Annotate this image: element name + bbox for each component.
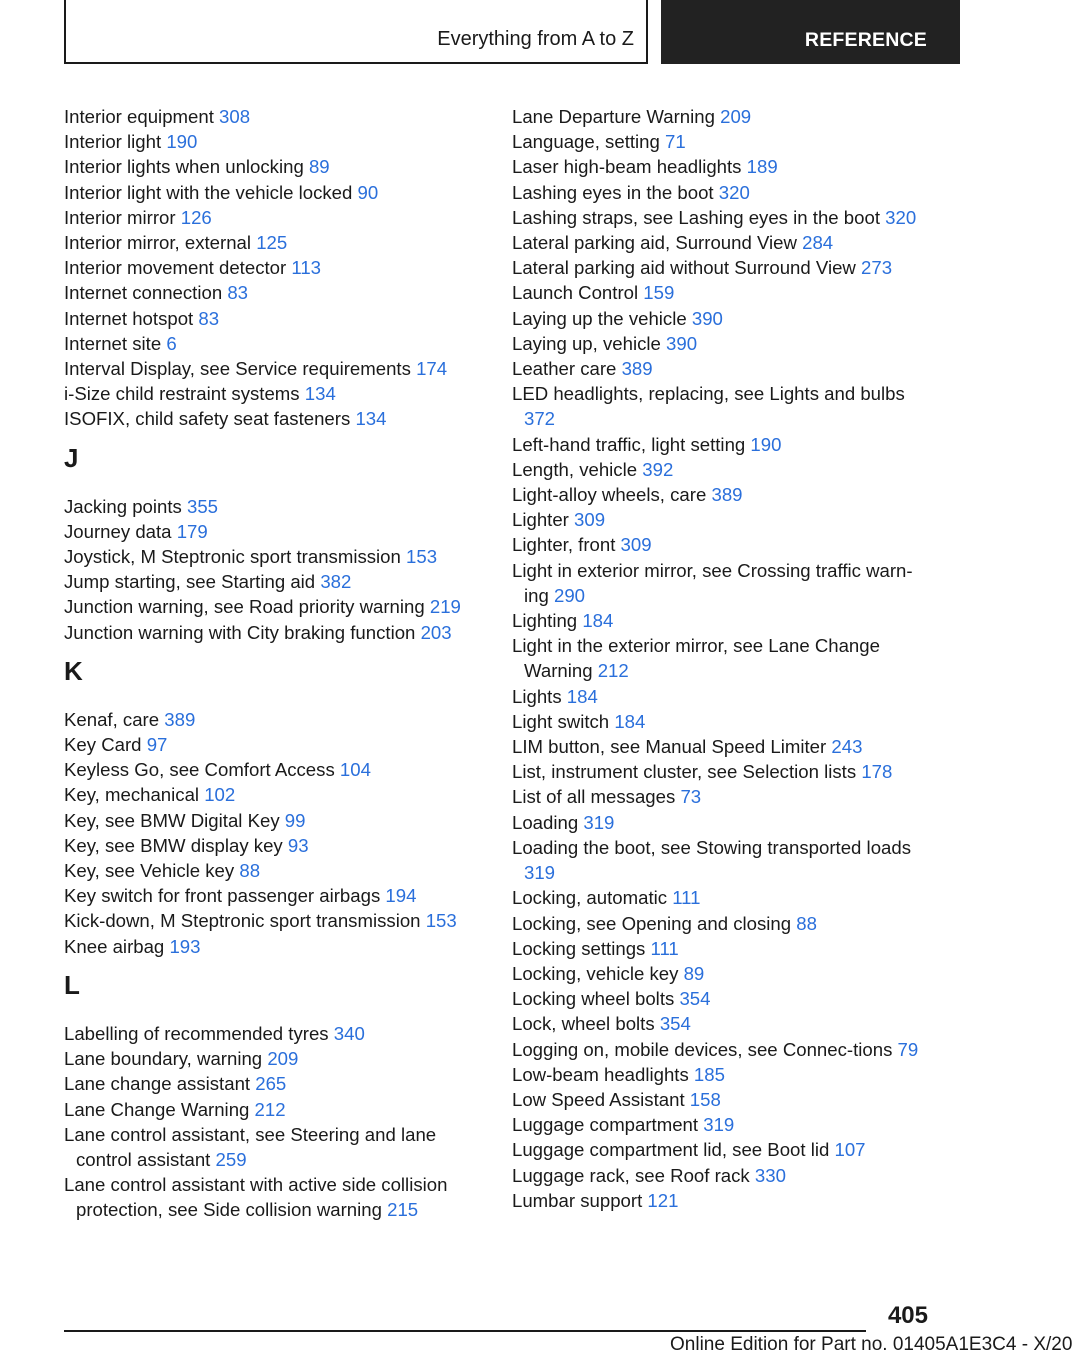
index-page-link[interactable]: 174 [416, 358, 448, 380]
index-entry [64, 154, 484, 179]
index-page-link[interactable]: 193 [169, 935, 201, 957]
index-page-link[interactable]: 190 [750, 433, 782, 455]
index-entry-term: Lane control assistant with active side collision protection, see Side collision warning [64, 1174, 448, 1221]
index-entry-term: LIM button, see Manual Speed Limiter [512, 736, 827, 758]
index-entry [512, 1037, 932, 1062]
index-entry-term: Kenaf, care [64, 708, 160, 730]
index-page-link[interactable]: 111 [672, 887, 701, 909]
index-page-link[interactable]: 6 [166, 332, 177, 354]
index-entry-term: Key, see BMW display key [64, 834, 283, 856]
index-entry-term: Lane control assistant, see Steering and lane control assistant [64, 1123, 437, 1170]
index-page-link[interactable]: 284 [802, 232, 834, 254]
index-page-link[interactable]: 178 [861, 761, 893, 783]
index-entry [64, 255, 484, 280]
index-page-link[interactable]: 372 [524, 408, 556, 430]
index-page-link[interactable]: 134 [355, 408, 387, 430]
index-page-link[interactable]: 389 [711, 484, 743, 506]
index-page-link[interactable]: 88 [239, 860, 261, 882]
index-entry [512, 230, 932, 255]
index-entry-term: Jacking points [64, 495, 182, 517]
index-page-link[interactable]: 215 [387, 1199, 419, 1221]
index-entry-term: Journey data [64, 520, 172, 542]
index-entry-term: Lane change assistant [64, 1073, 251, 1095]
index-entry [512, 1011, 932, 1036]
index-page-link[interactable]: 153 [425, 910, 457, 932]
index-entry-term: Labelling of recommended tyres [64, 1022, 329, 1044]
index-entry-term: Luggage rack, see Roof rack [512, 1164, 750, 1186]
index-letter-heading: J [64, 442, 79, 473]
index-page-link[interactable]: 243 [831, 736, 863, 758]
index-entry [64, 908, 484, 933]
index-entry [64, 544, 484, 569]
index-entry-term: List of all messages [512, 786, 676, 808]
index-entry [512, 180, 932, 205]
index-page-link[interactable]: 203 [420, 621, 452, 643]
index-entry-term: Lashing straps, see Lashing eyes in the boot [512, 206, 880, 228]
index-page-link[interactable]: 113 [291, 257, 322, 279]
index-entry-term: Key, see Vehicle key [64, 860, 235, 882]
index-page-link[interactable]: 212 [597, 660, 629, 682]
index-entry-term: Locking wheel bolts [512, 988, 675, 1010]
index-page-link[interactable]: 209 [267, 1048, 299, 1070]
index-entry-term: ISOFIX, child safety seat fasteners [64, 408, 351, 430]
index-page-link[interactable]: 389 [164, 708, 196, 730]
index-entry [64, 280, 484, 305]
index-page-link[interactable]: 121 [647, 1189, 679, 1211]
index-page-link[interactable]: 319 [703, 1114, 735, 1136]
header-section-box [64, 0, 648, 64]
index-page-link[interactable]: 194 [385, 885, 417, 907]
index-entry [512, 684, 932, 709]
index-entry-term: Lock, wheel bolts [512, 1013, 655, 1035]
index-entry-term: Low Speed Assistant [512, 1088, 685, 1110]
index-entry [512, 709, 932, 734]
index-page-link[interactable]: 189 [746, 156, 778, 178]
index-page-link[interactable]: 88 [796, 912, 817, 934]
index-entry [64, 406, 484, 431]
index-entry [512, 759, 932, 784]
header-section-title: Everything from A to Z [437, 28, 634, 50]
index-entry [64, 569, 484, 594]
index-entry [64, 356, 484, 381]
index-entry-term: LED headlights, replacing, see Lights and bulbs [512, 383, 905, 405]
index-entry-term: Light-alloy wheels, care [512, 484, 707, 506]
index-page-link[interactable]: 99 [284, 809, 306, 831]
index-entry-term: Jump starting, see Starting aid [64, 571, 316, 593]
page-number: 405 [887, 1302, 928, 1329]
index-entry-term: Locking, see Opening and closing [512, 912, 792, 934]
index-entry-term: Junction warning, see Road priority warning [64, 596, 425, 618]
footer-edition: Online Edition for Part no. 01405A1E3C4 - X/20 [670, 1334, 1072, 1355]
index-page-link[interactable]: 90 [357, 181, 379, 203]
index-entry [64, 858, 484, 883]
index-column-left [64, 104, 484, 1223]
index-entry-term: Knee airbag [64, 935, 165, 957]
index-entry [512, 633, 932, 683]
index-entry [512, 306, 932, 331]
index-entry [64, 757, 484, 782]
index-entry [512, 104, 932, 129]
index-page-link[interactable]: 102 [204, 784, 236, 806]
index-entry-term: Low-beam headlights [512, 1063, 689, 1085]
index-entry [512, 381, 932, 431]
index-page-link[interactable]: 209 [720, 106, 752, 127]
index-entry [512, 734, 932, 759]
index-page-link[interactable]: 212 [254, 1098, 286, 1120]
index-entry [64, 620, 484, 645]
index-page-link[interactable]: 159 [643, 282, 675, 304]
index-entry [64, 331, 484, 356]
footer-rule [64, 1330, 866, 1332]
index-page-link[interactable]: 111 [650, 937, 679, 959]
index-page-link[interactable]: 354 [659, 1013, 691, 1035]
index-page-link[interactable]: 389 [621, 358, 653, 380]
index-entry-term: Laser high-beam headlights [512, 156, 742, 178]
index-entry [64, 104, 484, 129]
index-entry [64, 707, 484, 732]
index-page-link[interactable]: 190 [166, 131, 198, 153]
index-entry [512, 532, 932, 557]
index-page-link[interactable]: 158 [689, 1088, 721, 1110]
index-entry [64, 732, 484, 757]
index-entry-term: Locking, automatic [512, 887, 668, 909]
index-entry [512, 1112, 932, 1137]
index-entry-term: Lateral parking aid, Surround View [512, 232, 797, 254]
index-page-link[interactable]: 320 [718, 181, 750, 203]
index-letter-heading: K [64, 655, 83, 686]
index-page-link[interactable]: 273 [861, 257, 893, 279]
index-entry [64, 205, 484, 230]
index-page-link[interactable]: 126 [180, 206, 212, 228]
index-entry [512, 482, 932, 507]
index-entry [512, 810, 932, 835]
index-entry-term: Lane Change Warning [64, 1098, 250, 1120]
index-entry-term: Interior lights when unlocking [64, 156, 304, 178]
index-entry-term: Interior equipment [64, 106, 214, 127]
index-entry-term: Laying up the vehicle [512, 307, 687, 329]
index-entry-term: Key, see BMW Digital Key [64, 809, 280, 831]
index-entry-term: Interior light [64, 131, 162, 153]
index-entry [64, 833, 484, 858]
index-entry [512, 936, 932, 961]
index-entry-term: Lighter [512, 509, 569, 531]
index-entry [512, 608, 932, 633]
index-entry-term: Luggage compartment [512, 1114, 699, 1136]
index-page-link[interactable]: 83 [198, 307, 220, 329]
index-entry-term: Joystick, M Steptronic sport transmission [64, 546, 401, 568]
index-entry-term: Interval Display, see Service requirements [64, 358, 411, 380]
index-entry [512, 558, 932, 608]
index-entry-term: Interior mirror, external [64, 232, 252, 254]
index-page-link[interactable]: 184 [614, 710, 646, 732]
index-page-link[interactable]: 319 [524, 862, 556, 884]
index-entry-term: Leather care [512, 358, 617, 380]
index-entry-term: Key Card [64, 734, 142, 756]
index-page-link[interactable]: 153 [406, 546, 438, 568]
index-page-link[interactable]: 392 [642, 458, 674, 480]
index-page-link[interactable]: 290 [554, 584, 586, 606]
index-entry-term: Interior light with the vehicle locked [64, 181, 353, 203]
index-entry-term: Keyless Go, see Comfort Access [64, 759, 335, 781]
index-entry [512, 457, 932, 482]
index-entry-term: Interior mirror [64, 206, 176, 228]
index-entry [512, 835, 932, 885]
index-entry-term: Junction warning with City braking function [64, 621, 416, 643]
index-entry-term: Language, setting [512, 131, 660, 153]
index-entry [512, 432, 932, 457]
index-entry-term: Locking, vehicle key [512, 962, 679, 984]
index-entry [512, 961, 932, 986]
index-entry-term: Luggage compartment lid, see Boot lid [512, 1139, 830, 1161]
index-entry [512, 205, 932, 230]
index-entry [64, 1021, 484, 1046]
index-entry [512, 885, 932, 910]
index-page-link[interactable]: 340 [333, 1022, 365, 1044]
index-entry-term: Interior movement detector [64, 257, 287, 279]
index-page-link[interactable]: 83 [227, 282, 249, 304]
index-entry [512, 507, 932, 532]
index-entry [512, 1188, 932, 1213]
index-entry-term: Loading the boot, see Stowing transported loads [512, 836, 912, 858]
index-entry-term: Length, vehicle [512, 458, 638, 480]
index-page-link[interactable]: 309 [620, 534, 652, 556]
index-entry [512, 331, 932, 356]
index-entry-term: Lumbar support [512, 1189, 643, 1211]
index-page-link[interactable]: 134 [304, 383, 336, 405]
index-page-link[interactable]: 107 [834, 1139, 866, 1161]
index-entry [64, 594, 484, 619]
index-page-link[interactable]: 390 [666, 332, 698, 354]
index-entry-term: Loading [512, 811, 579, 833]
index-entry [64, 494, 484, 519]
index-page-link[interactable]: 354 [679, 988, 711, 1010]
index-entry [64, 1122, 484, 1172]
index-entry [64, 381, 484, 406]
index-page-link[interactable]: 71 [665, 131, 686, 153]
index-page-link[interactable]: 219 [429, 596, 461, 618]
index-page-link[interactable]: 73 [680, 786, 702, 808]
index-entry [64, 782, 484, 807]
index-page-link[interactable]: 93 [287, 834, 309, 856]
index-entry [64, 1071, 484, 1096]
index-page-link[interactable]: 330 [754, 1164, 786, 1186]
index-entry-term: Laying up, vehicle [512, 332, 661, 354]
index-entry [64, 808, 484, 833]
index-entry-term: Internet connection [64, 282, 223, 304]
index-entry-term: Logging on, mobile devices, see Connec-tions [512, 1038, 893, 1060]
index-entry [64, 129, 484, 154]
index-entry-term: List, instrument cluster, see Selection lists [512, 761, 857, 783]
index-page-link[interactable]: 104 [339, 759, 371, 781]
index-entry [512, 986, 932, 1011]
index-entry-term: Locking settings [512, 937, 646, 959]
index-entry-term: Key, mechanical [64, 784, 200, 806]
index-letter-heading: L [64, 969, 80, 1000]
index-entry [512, 1087, 932, 1112]
index-page-link[interactable]: 89 [308, 156, 330, 178]
index-page-link[interactable]: 308 [219, 106, 251, 127]
index-entry-term: i-Size child restraint systems [64, 383, 300, 405]
index-entry [64, 306, 484, 331]
index-entry [512, 784, 932, 809]
index-entry-term: Lighter, front [512, 534, 616, 556]
index-entry-term: Launch Control [512, 282, 639, 304]
index-entry-term: Lane Departure Warning [512, 106, 715, 127]
index-entry [64, 1046, 484, 1071]
index-entry [512, 129, 932, 154]
index-page-link[interactable]: 265 [255, 1073, 287, 1095]
index-entry [64, 1172, 484, 1222]
index-entry [512, 255, 932, 280]
index-page-link[interactable]: 382 [320, 571, 352, 593]
index-entry [64, 1097, 484, 1122]
index-entry [64, 180, 484, 205]
index-entry-term: Key switch for front passenger airbags [64, 885, 381, 907]
index-entry [512, 1137, 932, 1162]
index-page-link[interactable]: 320 [885, 206, 917, 228]
index-page-link[interactable]: 185 [693, 1063, 725, 1085]
index-entry-term: Light in the exterior mirror, see Lane Change Warning [512, 635, 880, 682]
index-entry [64, 934, 484, 959]
index-entry [64, 519, 484, 544]
index-page-link[interactable]: 79 [897, 1038, 919, 1060]
header-chapter-tab [661, 0, 960, 64]
index-page-link[interactable]: 390 [691, 307, 723, 329]
index-entry-term: Lashing eyes in the boot [512, 181, 714, 203]
index-page-link[interactable]: 179 [176, 520, 208, 542]
index-entry [512, 356, 932, 381]
index-entry-term: Lane boundary, warning [64, 1048, 263, 1070]
index-page-link[interactable]: 125 [256, 232, 288, 254]
index-entry [512, 1062, 932, 1087]
index-page-link[interactable]: 89 [683, 962, 705, 984]
index-page-link[interactable]: 184 [582, 610, 614, 632]
index-entry [512, 154, 932, 179]
index-entry-term: Internet hotspot [64, 307, 194, 329]
index-entry-term: Lights [512, 685, 562, 707]
index-entry [512, 1163, 932, 1188]
header-chapter-title: REFERENCE [804, 29, 927, 51]
index-entry-term: Lateral parking aid without Surround View [512, 257, 856, 279]
index-entry-term: Light in exterior mirror, see Crossing traffic warn-ing [512, 559, 913, 606]
index-page-link[interactable]: 259 [215, 1148, 247, 1170]
index-page-link[interactable]: 355 [187, 495, 219, 517]
index-entry [64, 230, 484, 255]
index-page-link[interactable]: 97 [146, 734, 168, 756]
index-entry-term: Light switch [512, 710, 610, 732]
index-page-link[interactable]: 309 [574, 509, 606, 531]
index-entry [512, 911, 932, 936]
index-entry [512, 280, 932, 305]
index-page-link[interactable]: 184 [566, 685, 598, 707]
index-entry-term: Lighting [512, 610, 578, 632]
index-page-link[interactable]: 319 [583, 811, 615, 833]
index-entry-term: Internet site [64, 332, 162, 354]
index-entry-term: Left-hand traffic, light setting [512, 433, 746, 455]
index-column-right [512, 104, 932, 1213]
index-entry-term: Kick-down, M Steptronic sport transmission [64, 910, 421, 932]
index-entry [64, 883, 484, 908]
